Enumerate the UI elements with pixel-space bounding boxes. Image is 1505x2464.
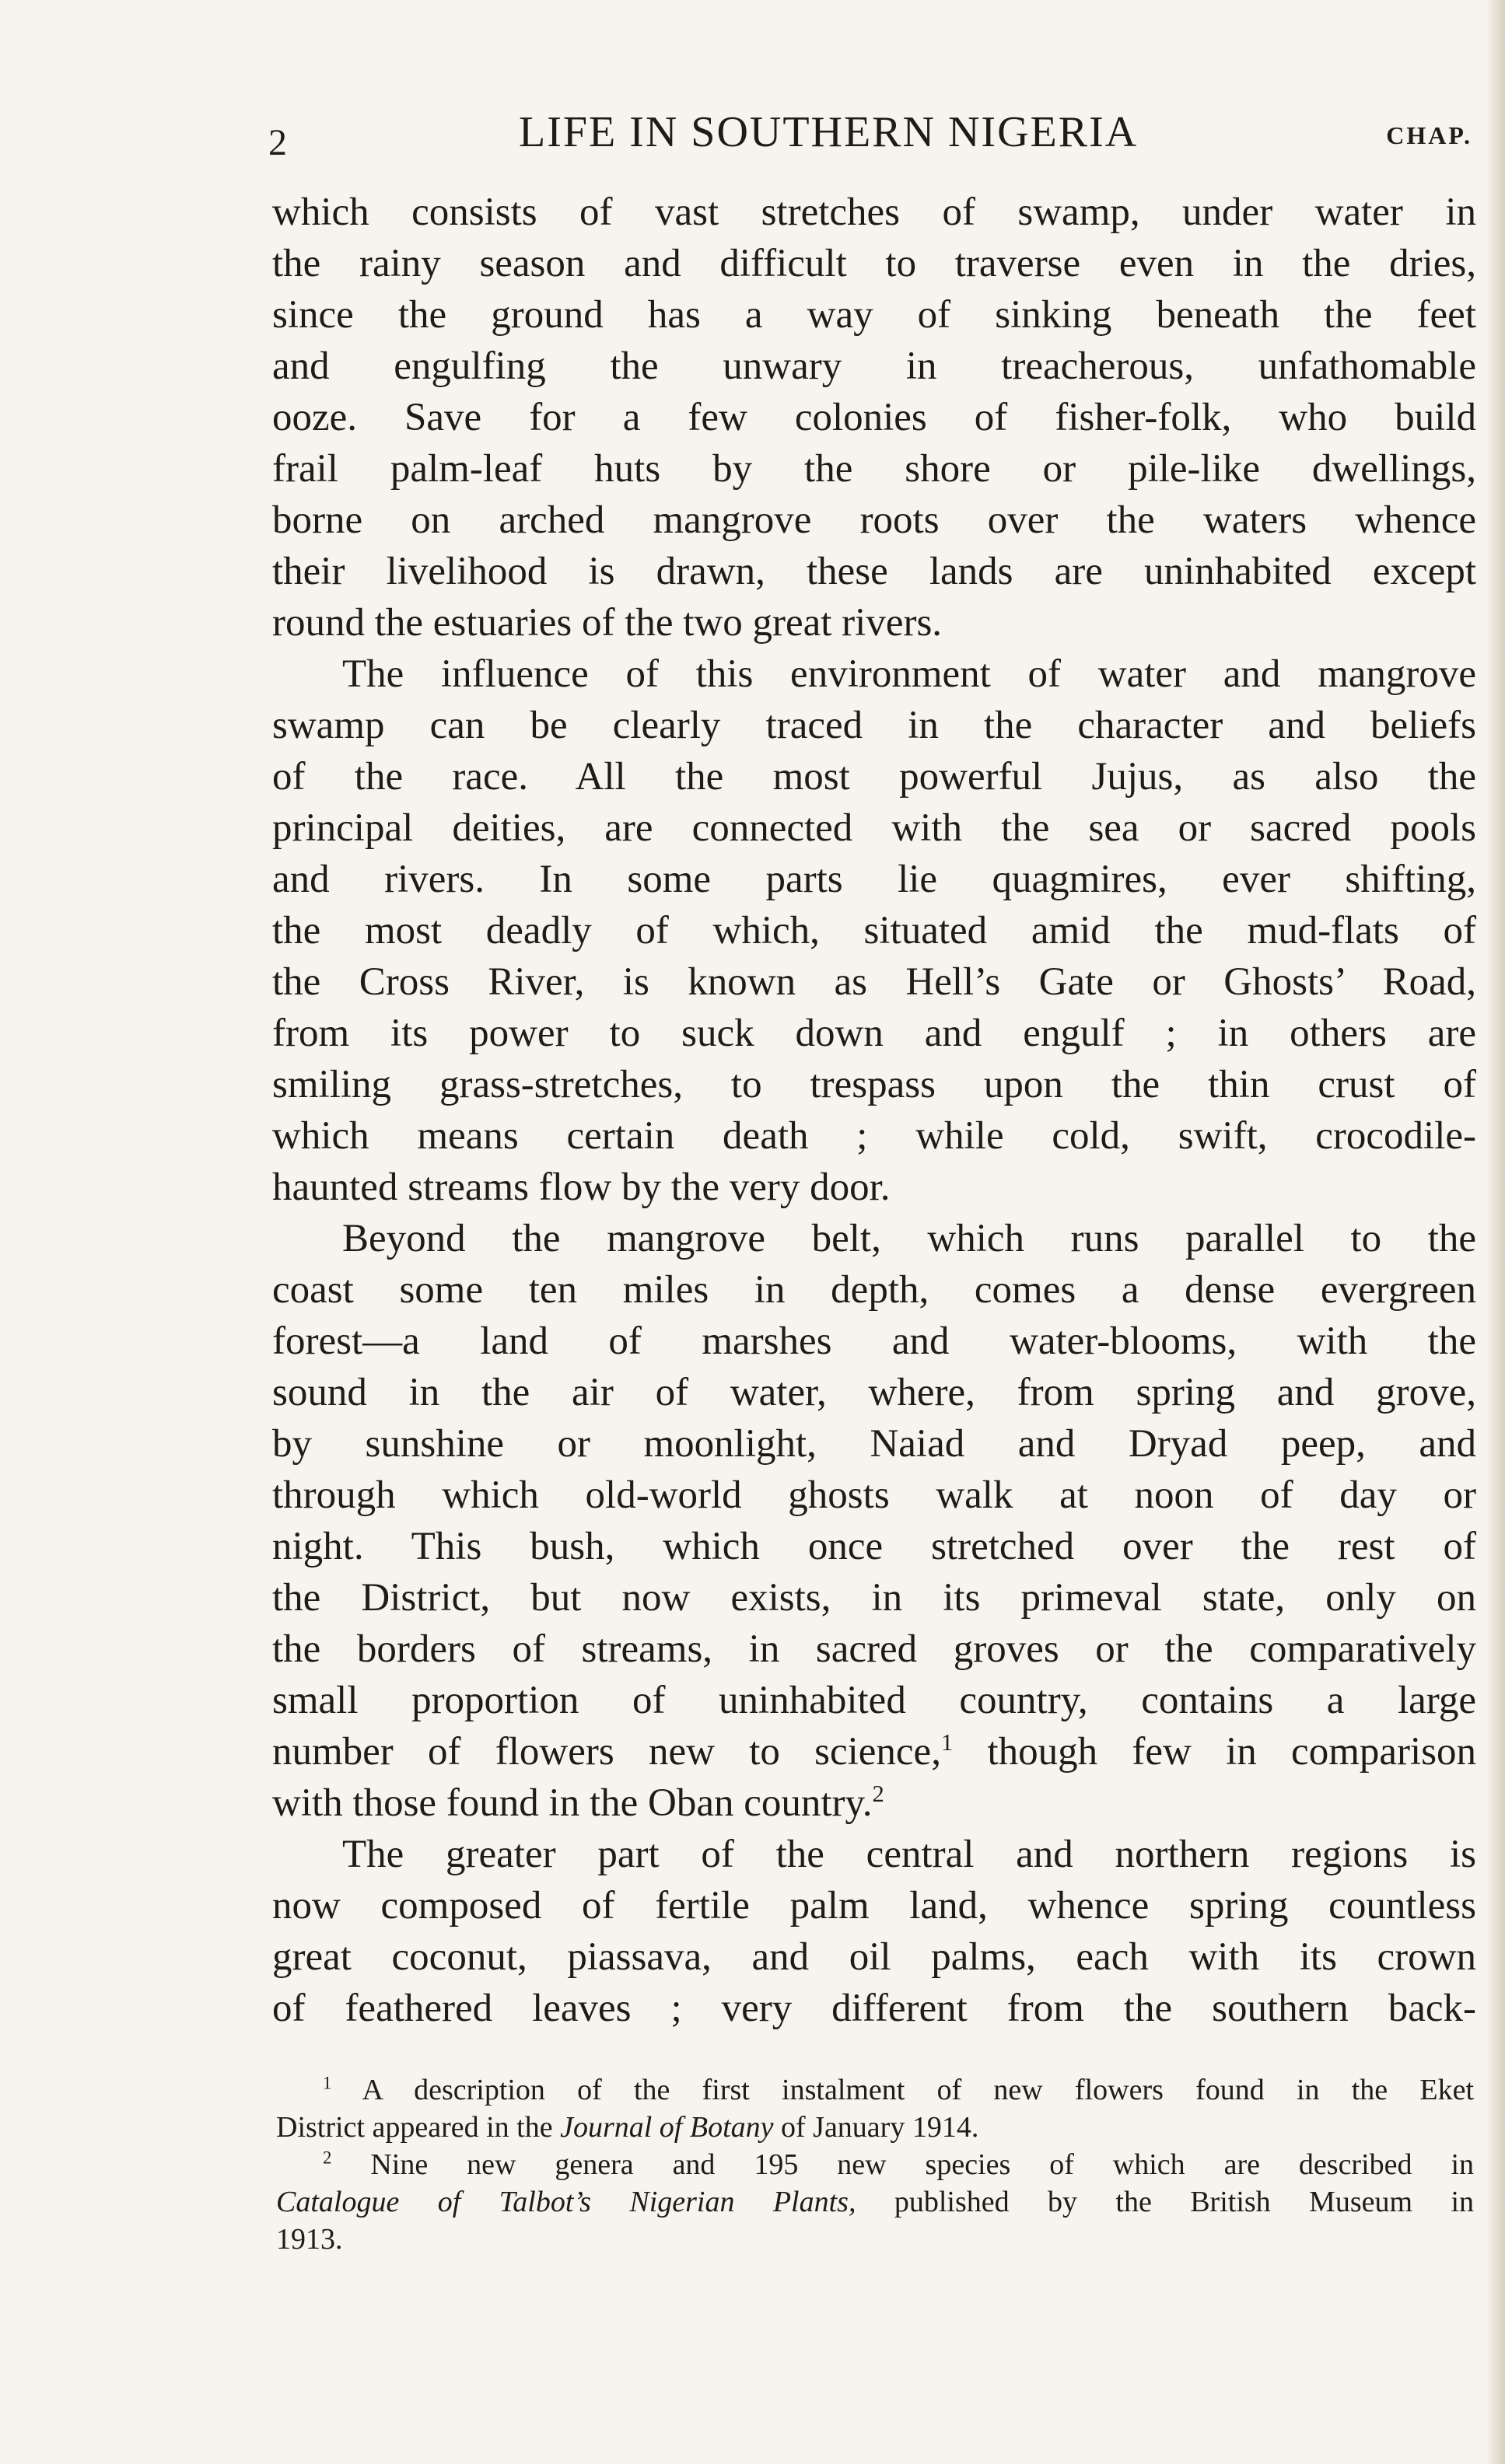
text-line: great coconut, piassava, and oil palms, each with its crown (272, 1935, 1476, 1979)
text-line: night. This bush, which once stretched over the rest of (272, 1525, 1476, 1568)
footnote-text: published by the British Museum in (856, 2186, 1474, 2218)
text-line: now composed of fertile palm land, whence spring countless (272, 1884, 1476, 1928)
footnote-ref-2: 2 (872, 1781, 884, 1807)
text-line: the borders of streams, in sacred groves or the comparatively (272, 1627, 1476, 1671)
line-text: though few in comparison (953, 1730, 1477, 1774)
text-line: of feathered leaves ; very different from the southern back- (272, 1987, 1476, 2030)
line-text: number of flowers new to science, (272, 1730, 941, 1774)
paragraph-start-line: Beyond the mangrove belt, which runs parallel to the (342, 1217, 1476, 1260)
text-line: and engulfing the unwary in treacherous, unfathomable (272, 344, 1476, 388)
text-line: through which old-world ghosts walk at noon of day or (272, 1473, 1476, 1517)
footnote-text: of January 1914. (773, 2111, 979, 2144)
paragraph-start-line: The greater part of the central and northern regions is (342, 1833, 1476, 1876)
text-line: the Cross River, is known as Hell’s Gate or Ghosts’ Road, (272, 960, 1476, 1004)
running-head (268, 107, 1472, 162)
footnote-ref-1: 1 (940, 1729, 954, 1756)
text-line: small proportion of uninhabited country, contains a large (272, 1679, 1476, 1722)
journal-title: Journal of Botany (560, 2111, 774, 2144)
footnote-marker-2: 2 (323, 2148, 332, 2168)
text-line: principal deities, are connected with the sea or sacred pools (272, 806, 1476, 850)
footnote-2-end: 1913. (276, 2223, 343, 2256)
book-title: LIFE IN SOUTHERN NIGERIA (519, 108, 1139, 156)
text-line: swamp can be clearly traced in the character and beliefs (272, 704, 1476, 747)
text-line: and rivers. In some parts lie quagmires, ever shifting, (272, 858, 1476, 901)
page-edge-shadow (1488, 0, 1505, 2464)
text-line: forest—a land of marshes and water-blooms, with the (272, 1319, 1476, 1363)
text-line: which consists of vast stretches of swamp, under water in (272, 190, 1476, 234)
footnote-text: Nine new genera and 195 new species of which are described in (370, 2148, 1474, 2181)
footnote-1-continued (276, 2109, 1474, 2146)
text-line: coast some ten miles in depth, comes a dense evergreen (272, 1268, 1476, 1312)
text-line: borne on arched mangrove roots over the waters whence (272, 498, 1476, 542)
footnotes (276, 2071, 1474, 2258)
footnote-1 (276, 2071, 1474, 2109)
text-line: the most deadly of which, situated amid the mud-flats of (272, 909, 1476, 952)
text-line-with-footnote (272, 1777, 1476, 1829)
footnote-text: District appeared in the (276, 2111, 561, 2144)
text-line: by sunshine or moonlight, Naiad and Dryad peep, and (272, 1422, 1476, 1466)
catalogue-title: Catalogue of Talbot’s Nigerian Plants, (276, 2186, 856, 2218)
footnote-2 (276, 2146, 1474, 2183)
line-text: with those found in the Oban country. (272, 1781, 873, 1825)
chapter-mark: CHAP. (1386, 121, 1472, 149)
body-text (272, 187, 1476, 2034)
text-line: round the estuaries of the two great rivers. (272, 601, 943, 645)
paragraph-start-line: The influence of this environment of water and mangrove (342, 652, 1476, 696)
text-line: their livelihood is drawn, these lands are uninhabited except (272, 550, 1476, 593)
footnote-2-continued (276, 2183, 1474, 2221)
text-line: from its power to suck down and engulf ; in others are (272, 1012, 1476, 1055)
text-line: haunted streams flow by the very door. (272, 1166, 891, 1209)
text-line-with-footnote (272, 1726, 1476, 1777)
footnote-marker-1: 1 (323, 2073, 332, 2093)
footnote-text: A description of the first instalment of new flowers found in the Eket (362, 2074, 1475, 2106)
text-line: since the ground has a way of sinking beneath the feet (272, 293, 1476, 337)
text-line: frail palm-leaf huts by the shore or pile-like dwellings, (272, 447, 1476, 491)
text-line: which means certain death ; while cold, swift, crocodile- (272, 1114, 1476, 1158)
text-line: the District, but now exists, in its primeval state, only on (272, 1576, 1476, 1620)
text-line: the rainy season and difficult to traverse even in the dries, (272, 242, 1476, 285)
page-number: 2 (268, 122, 287, 163)
text-line: smiling grass-stretches, to trespass upon the thin crust of (272, 1063, 1476, 1106)
text-line: of the race. All the most powerful Jujus, as also the (272, 755, 1476, 799)
text-line: ooze. Save for a few colonies of fisher-folk, who build (272, 396, 1476, 439)
text-line: sound in the air of water, where, from spring and grove, (272, 1371, 1476, 1414)
